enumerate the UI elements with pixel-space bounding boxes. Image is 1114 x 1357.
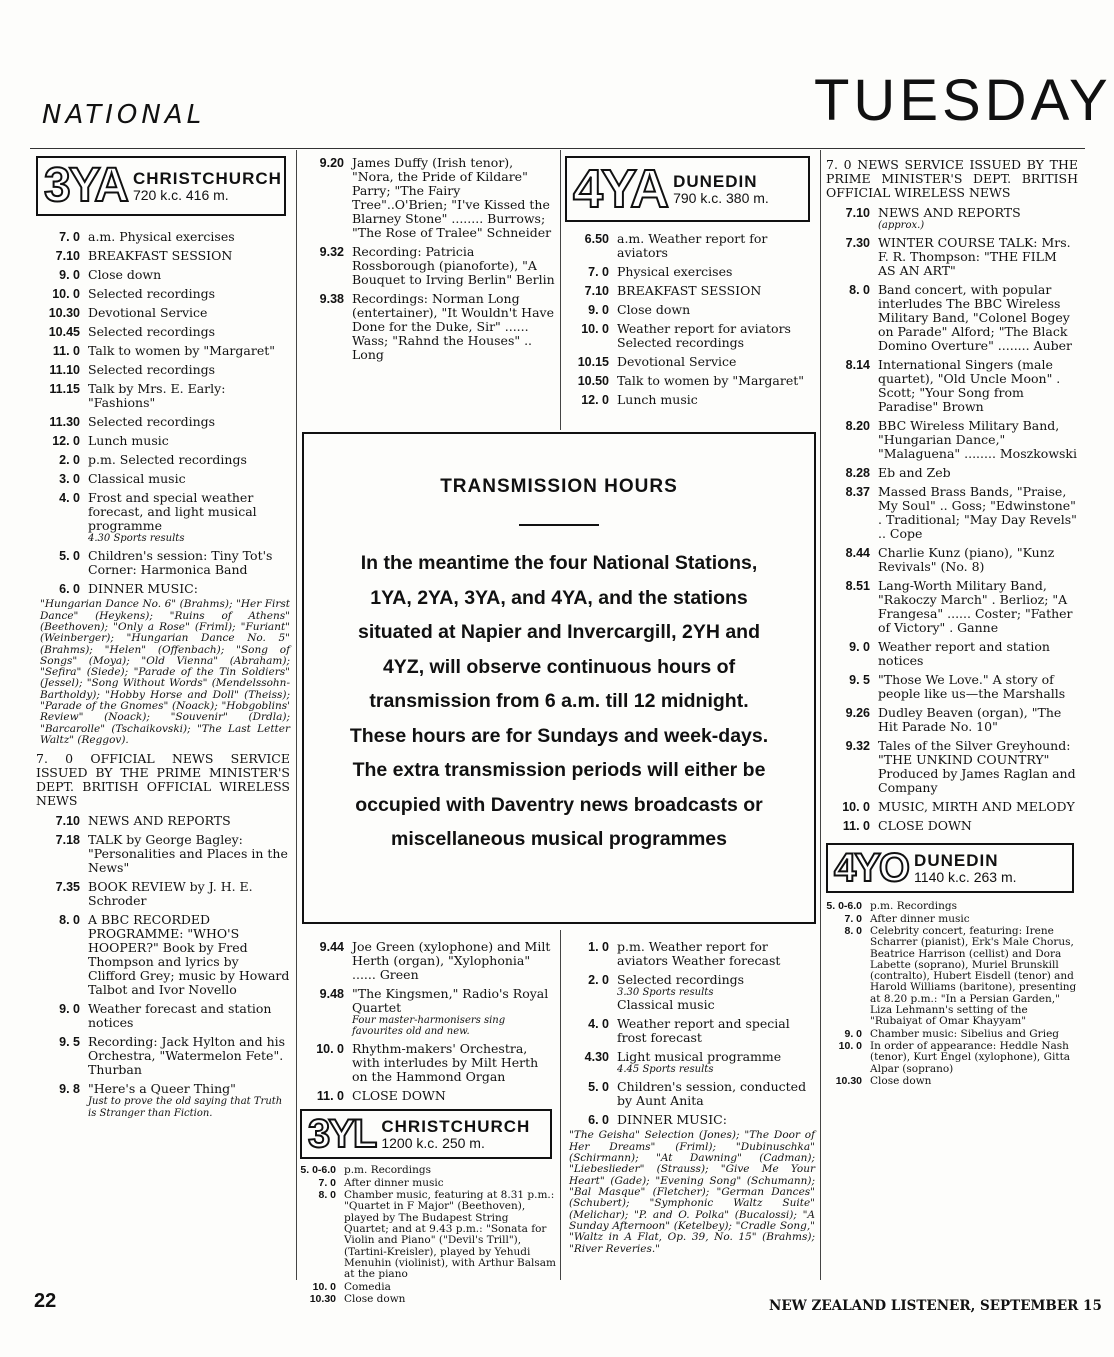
entry-note: 3.30 Sports results <box>617 987 714 998</box>
schedule-entry <box>300 156 556 240</box>
entry-time: 8.20 <box>845 419 870 434</box>
schedule-entry <box>36 1082 290 1118</box>
entry-text: Rhythm-makers' Orchestra, with interludes by Milt Herth on the Hammond Organ <box>352 1041 539 1085</box>
column-divider <box>560 930 561 1280</box>
column-divider <box>820 150 821 1280</box>
schedule-entry <box>826 819 1078 833</box>
entry-time: 9.26 <box>845 706 870 721</box>
entry-time: 9.44 <box>319 940 344 954</box>
schedule-entry <box>826 206 1078 231</box>
entry-text: Dudley Beaven (organ), "The Hit Parade No. 10" <box>878 705 1062 735</box>
entry-text: Physical exercises <box>617 264 733 279</box>
schedule-list <box>300 1165 556 1305</box>
entry-time: 10. 0 <box>838 1040 862 1053</box>
entry-text: BREAKFAST SESSION <box>617 283 762 298</box>
schedule-entry <box>565 232 815 260</box>
news-service: 7. 0 NEWS SERVICE ISSUED BY THE PRIME MINISTER'S DEPT. BRITISH OFFICIAL WIRELESS NEWS <box>826 157 1078 200</box>
schedule-entry <box>826 800 1078 814</box>
entry-text: Selected recordings <box>88 286 216 301</box>
column-3ya-cont <box>300 156 556 367</box>
entry-text: Chamber music, featuring at 8.31 p.m.: "Quartet in F Major" (Beethoven), played by The Budapest String Quartet; and at 9.43 p.m.: "Sonata for Violin and Piano" ("Devil's Trill"), (Tartini-Kreisler), played by Yehudi Menuhin (violinist), with Arthur Balsam at the piano <box>344 1189 556 1281</box>
entry-text: Children's session, conducted by Aunt Anita <box>617 1079 807 1109</box>
entry-text: Recordings: Norman Long (entertainer), "It Wouldn't Have Done for the Duke, Sir" ...... Wass; "Rahnd the Houses" .. Long <box>352 291 554 362</box>
schedule-entry <box>565 284 815 298</box>
entry-time: 8.28 <box>845 466 870 481</box>
schedule-list <box>565 940 815 1127</box>
schedule-entry <box>826 739 1078 795</box>
entry-time: 10.50 <box>577 374 609 388</box>
entry-text: Recording: Jack Hylton and his Orchestra, "Watermelon Fete". Thurban <box>88 1034 286 1078</box>
schedule-entry <box>826 706 1078 734</box>
entry-time: 11.15 <box>49 382 80 396</box>
entry-note: (approx.) <box>878 220 925 231</box>
column-divider <box>296 150 297 1280</box>
schedule-entry <box>36 268 290 282</box>
station-box-4ya <box>565 156 810 222</box>
station-city: CHRISTCHURCH <box>381 1117 531 1137</box>
entry-text: p.m. Selected recordings <box>88 452 247 467</box>
entry-time: 9. 5 <box>849 673 870 688</box>
entry-time: 7.10 <box>845 206 870 220</box>
entry-time: 11. 0 <box>52 344 80 358</box>
entry-time: 8.37 <box>845 485 870 500</box>
entry-time: 12. 0 <box>581 393 609 407</box>
header-rule <box>30 148 1085 149</box>
entry-time: 11.30 <box>49 415 80 429</box>
station-box-3yl <box>300 1109 552 1159</box>
entry-text: Recording: Patricia Rossborough (pianoforte), "A Bouquet to Irving Berlin" Berlin <box>352 244 555 287</box>
entry-time: 7.10 <box>55 249 80 263</box>
entry-time: 4. 0 <box>588 1017 609 1032</box>
schedule-entry <box>300 1294 556 1305</box>
entry-time: 10.30 <box>835 1075 862 1088</box>
entry-text: Selected recordings <box>88 414 216 429</box>
entry-note: 4.45 Sports results <box>617 1064 714 1076</box>
schedule-entry <box>300 940 556 982</box>
entry-time: 1. 0 <box>588 940 609 954</box>
station-frequency: 1140 k.c. 263 m. <box>914 868 1017 885</box>
day-title: TUESDAY <box>814 68 1112 133</box>
entry-time: 4.30 <box>584 1050 609 1065</box>
entry-text: Frost and special weather forecast, and light musical programme <box>88 490 257 533</box>
column-4ya-evening <box>826 158 1078 1088</box>
entry-note: Just to prove the old saying that Truth is Stranger than Fiction. <box>88 1096 283 1119</box>
entry-time: 11.10 <box>49 363 80 377</box>
entry-time: 7.18 <box>55 833 80 848</box>
entry-time: 9. 8 <box>59 1082 80 1097</box>
entry-time: 11. 0 <box>842 819 870 834</box>
entry-text: NEWS AND REPORTS <box>88 813 231 829</box>
schedule-entry <box>826 673 1078 701</box>
entry-text: Tales of the Silver Greyhound: "THE UNKIND COUNTRY" Produced by James Raglan and Company <box>878 738 1076 796</box>
notice-title: TRANSMISSION HOURS <box>440 476 678 497</box>
column-4ya <box>565 156 815 412</box>
schedule-entry <box>300 1190 556 1281</box>
entry-text: p.m. Recordings <box>870 900 957 913</box>
news-service: 7. 0 OFFICIAL NEWS SERVICE ISSUED BY THE PRIME MINISTER'S DEPT. BRITISH OFFICIAL WIRELESS NEWS <box>36 751 290 809</box>
column-4ya-cont <box>565 940 815 1255</box>
schedule-entry <box>826 485 1078 541</box>
schedule-entry <box>36 549 290 577</box>
page-number: 22 <box>34 1290 57 1312</box>
entry-text: Classical music <box>88 471 186 486</box>
schedule-entry <box>36 306 290 320</box>
schedule-entry <box>36 491 290 544</box>
station-box-4yo <box>826 843 1074 893</box>
station-logo: 3YA <box>44 159 127 212</box>
schedule-entry <box>300 245 556 287</box>
schedule-entry <box>36 833 290 875</box>
schedule-entry <box>36 363 290 377</box>
entry-time: 9. 0 <box>844 1027 862 1040</box>
schedule-list <box>36 814 290 1118</box>
entry-text: p.m. Weather report for aviators Weather forecast <box>617 939 781 968</box>
schedule-entry <box>826 1041 1078 1075</box>
station-city: DUNEDIN <box>673 171 758 191</box>
entry-text: Celebrity concert, featuring: Irene Scharrer (pianist), Erk's Male Chorus, Beatrice Harrison (cellist) and Dora Labette (soprano), Muriel Brunskill (contralto), Hubert Eisdell (tenor) and Harold Williams (baritone), presenting at 8.20 p.m.: "In a Persian Garden," Liza Lehmann's setting of the "Rubaiyat of Omar Khayyam" <box>870 924 1077 1028</box>
entry-text: Light musical programme <box>617 1049 782 1065</box>
entry-time: 9. 0 <box>588 303 609 317</box>
entry-time: 9. 0 <box>849 640 870 655</box>
schedule-entry <box>826 466 1078 480</box>
entry-text: International Singers (male quartet), "Old Uncle Moon" . Scott; "Your Song from Paradise" Brown <box>878 357 1061 415</box>
entry-text: A BBC RECORDED PROGRAMME: "WHO'S HOOPER?" Book by Fred Thompson and lyrics by Clifford Grey; music by Howard Talbot and Ivor Novello <box>88 912 290 998</box>
entry-time: 8.14 <box>845 358 870 373</box>
entry-text: Charlie Kunz (piano), "Kunz Revivals" (No. 8) <box>878 545 1055 575</box>
station-frequency: 790 k.c. 380 m. <box>673 189 769 206</box>
schedule-entry <box>565 1080 815 1108</box>
station-city: DUNEDIN <box>914 850 999 870</box>
schedule-entry <box>565 1050 815 1075</box>
entry-text: Massed Brass Bands, "Praise, My Soul" .. Goss; "Edwinstone" . Traditional; "May Day Revels" .. Cope <box>878 484 1077 542</box>
entry-text: "The Kingsmen," Radio's Royal Quartet <box>352 986 549 1015</box>
schedule-entry <box>36 415 290 429</box>
entry-text: Eb and Zeb <box>878 465 951 481</box>
entry-time: 6.50 <box>584 232 609 246</box>
schedule-entry <box>565 265 815 279</box>
entry-time: 9.32 <box>319 245 344 259</box>
entry-text: TALK by George Bagley: "Personalities and Places in the News" <box>88 832 288 876</box>
entry-text: Children's session: Tiny Tot's Corner: Harmonica Band <box>88 548 273 578</box>
schedule-list <box>300 940 556 1103</box>
schedule-entry <box>300 1282 556 1293</box>
entry-time: 9. 0 <box>59 1002 80 1017</box>
entry-text: Lunch music <box>88 433 169 448</box>
schedule-entry <box>36 230 290 244</box>
entry-text: Comedia <box>344 1280 391 1293</box>
entry-text: Lang-Worth Military Band, "Rakoczy March" . Berlioz; "A Frangesa" ...... Coster; "Father of Victory" . Ganne <box>878 578 1073 636</box>
schedule-list <box>565 232 815 407</box>
schedule-entry <box>36 1035 290 1077</box>
entry-time: 10.30 <box>48 306 80 320</box>
entry-text: After dinner music <box>344 1176 444 1189</box>
entry-text: In order of appearance: Heddle Nash (tenor), Kurt Engel (xylophone), Gitta Alpar (soprano) <box>870 1040 1071 1075</box>
entry-text: DINNER MUSIC: <box>88 581 198 597</box>
station-city: CHRISTCHURCH <box>132 168 282 188</box>
entry-text: After dinner music <box>870 912 970 925</box>
schedule-entry <box>565 322 815 350</box>
station-logo: 4YO <box>834 846 909 891</box>
entry-text: Band concert, with popular interludes The BBC Wireless Military Band, "Colonel Bogey on Parade" Alford; "The Black Domino Overture" ........ Auber <box>878 282 1073 354</box>
schedule-list <box>36 230 290 596</box>
entry-text: Weather forecast and station notices <box>88 1001 272 1031</box>
entry-text: p.m. Recordings <box>344 1164 431 1177</box>
station-logo: 3YL <box>308 1112 376 1157</box>
dinner-music-list: "The Geisha" Selection (Jones); "The Door of Her Dreams" (Friml); "Dubinuschka" (Schirmann); "At Dawning" (Cadman); "Liebeslieder" (Strauss); "Give Me Your Heart" (Gade); "Evening Song" (Schumann); "Bal Masque" (Fletcher); "German Dances" (Schubert); "Symphonic Waltz Suite" (Melichar); "P. and O. Polka" (Bucalossi); "A Sunday Afternoon" (Ketelbey); "Cradle Song," "Waltz in A Flat, Op. 39, No. 15" (Brahms); "River Reveries." <box>569 1129 815 1255</box>
entry-text: a.m. Physical exercises <box>88 229 235 244</box>
entry-text: BOOK REVIEW by J. H. E. Schroder <box>88 879 253 909</box>
schedule-entry <box>36 325 290 339</box>
entry-time: 5. 0-6.0 <box>300 1164 336 1177</box>
schedule-entry <box>300 1042 556 1084</box>
entry-time: 9.32 <box>845 739 870 754</box>
schedule-entry <box>36 1002 290 1030</box>
schedule-entry <box>826 901 1078 912</box>
schedule-entry <box>565 940 815 968</box>
entry-text: NEWS AND REPORTS <box>878 205 1021 220</box>
schedule-entry <box>36 582 290 596</box>
schedule-entry <box>36 344 290 358</box>
entry-time: 8. 0 <box>59 913 80 928</box>
schedule-entry <box>826 358 1078 414</box>
entry-text: CLOSE DOWN <box>352 1088 446 1104</box>
schedule-list <box>826 206 1078 833</box>
entry-time: 10.15 <box>577 355 609 369</box>
schedule-entry <box>300 292 556 362</box>
entry-time: 10. 0 <box>312 1280 336 1293</box>
schedule-entry <box>826 579 1078 635</box>
entry-text: Weather report and special frost forecast <box>617 1016 790 1046</box>
schedule-entry <box>826 914 1078 925</box>
notice-rule <box>519 524 599 526</box>
entry-text: MUSIC, MIRTH AND MELODY <box>878 799 1075 815</box>
entry-time: 12. 0 <box>52 434 80 448</box>
schedule-entry <box>565 355 815 369</box>
entry-time: 7. 0 <box>844 912 862 925</box>
entry-time: 9. 0 <box>59 268 80 282</box>
schedule-entry <box>300 1089 556 1103</box>
entry-time: 8. 0 <box>318 1189 336 1202</box>
entry-text: Joe Green (xylophone) and Milt Herth (organ), "Xylophonia" ...... Green <box>352 939 551 982</box>
entry-time: 8. 0 <box>844 924 862 937</box>
notice-body: In the meantime the four National Stations, 1YA, 2YA, 3YA, and 4YA, and the stations situated at Napier and Invercargill, 2YH and 4YZ, will observe continuous hours of transmission from 6 a.m. till 12 midnight. These hours are for Sundays and week-days. The extra transmission periods will either be occupied with Daventry news broadcasts or miscellaneous musical programmes <box>349 552 769 850</box>
schedule-entry <box>36 249 290 263</box>
station-frequency: 720 k.c. 416 m. <box>132 186 229 203</box>
entry-text: Devotional Service <box>88 305 208 320</box>
column-3ya <box>36 156 290 1124</box>
entry-text: James Duffy (Irish tenor), "Nora, the Pride of Kildare" Parry; "The Fairy Tree"..O'Brien; "I've Kissed the Blarney Stone" ........ Burrows; "The Rose of Tralee" Schneider <box>352 155 552 240</box>
entry-text: BREAKFAST SESSION <box>88 248 233 263</box>
entry-text: CLOSE DOWN <box>878 818 972 834</box>
schedule-entry <box>826 1029 1078 1040</box>
schedule-entry <box>565 1113 815 1127</box>
entry-time: 10. 0 <box>842 800 870 815</box>
entry-time: 7. 0 <box>318 1176 336 1189</box>
schedule-entry <box>36 434 290 448</box>
schedule-entry <box>565 973 815 1012</box>
entry-text: Lunch music <box>617 392 698 407</box>
schedule-entry <box>36 287 290 301</box>
entry-text: Selected recordings <box>88 324 216 339</box>
entry-time: 7.10 <box>55 814 80 829</box>
schedule-list <box>300 156 556 362</box>
schedule-entry <box>826 1076 1078 1087</box>
entry-text: Selected recordings <box>617 972 745 987</box>
entry-time: 6. 0 <box>588 1113 609 1128</box>
entry-time: 8.44 <box>845 546 870 561</box>
schedule-entry <box>36 472 290 486</box>
entry-text: Talk by Mrs. E. Early: "Fashions" <box>88 381 226 410</box>
entry-time: 11. 0 <box>316 1089 344 1104</box>
entry-time: 5. 0-6.0 <box>826 900 862 913</box>
column-3yl <box>300 940 556 1306</box>
schedule-entry <box>36 814 290 828</box>
column-divider <box>560 150 561 430</box>
transmission-hours-notice <box>302 432 816 924</box>
station-frequency: 1200 k.c. 250 m. <box>381 1135 485 1152</box>
entry-time: 10. 0 <box>581 322 609 336</box>
entry-time: 10. 0 <box>316 1042 344 1057</box>
entry-note: 4.30 Sports results <box>88 533 185 544</box>
entry-time: 9.38 <box>319 292 344 306</box>
schedule-entry <box>36 913 290 997</box>
schedule-entry <box>36 880 290 908</box>
entry-time: 7.10 <box>584 284 609 298</box>
station-box-3ya <box>36 156 286 216</box>
schedule-entry <box>565 303 815 317</box>
entry-text: a.m. Weather report for aviators <box>617 231 768 260</box>
schedule-list <box>826 901 1078 1087</box>
schedule-entry <box>826 236 1078 278</box>
entry-time: 10.45 <box>48 325 80 339</box>
entry-time: 8.51 <box>845 579 870 594</box>
entry-time: 5. 0 <box>588 1080 609 1095</box>
entry-time: 9.20 <box>319 156 344 170</box>
entry-text: Talk to women by "Margaret" <box>617 373 804 388</box>
entry-text: "Here's a Queer Thing" <box>88 1081 236 1097</box>
entry-text: BBC Wireless Military Band, "Hungarian Dance," "Malaguena" ........ Moszkowski <box>878 418 1077 462</box>
dinner-music-list: "Hungarian Dance No. 6" (Brahms); "Her First Dance" (Heykens); "Ruins of Athens" (Beethoven); "Only a Rose" (Friml); "Furiant" (Weinberger); "Hungarian Dance No. 5" (Brahms); "Helen" (Offenbach); "Song of Songs" (Moya); "Old Vienna" (Abraham); "Sefira" (Siede); "Parade of the Tin Soldiers" (Jessel); "Song Without Words" (Mendelssohn-Bartholdy); "Hobby Horse and Doll" (Theiss); "Parade of the Gnomes" (Noack); "Hobgoblins' Review" (Noack); "Souvenir" (Drdla); "Barcarolle" (Tschaikovski); "The Last Letter Waltz" (Reggov). <box>40 598 290 747</box>
schedule-entry <box>565 393 815 407</box>
publication-footer: NEW ZEALAND LISTENER, SEPTEMBER 15 <box>769 1298 1102 1314</box>
entry-text: Devotional Service <box>617 354 737 369</box>
entry-time: 2. 0 <box>59 453 80 467</box>
entry-time: 6. 0 <box>59 582 80 597</box>
entry-text: WINTER COURSE TALK: Mrs. F. R. Thompson: "THE FILM AS AN ART" <box>878 235 1071 279</box>
schedule-entry <box>565 1017 815 1045</box>
entry-text: Weather report and station notices <box>878 639 1050 669</box>
entry-text: DINNER MUSIC: <box>617 1112 727 1128</box>
entry-text: Close down <box>617 302 691 317</box>
schedule-entry <box>826 926 1078 1028</box>
schedule-entry <box>300 1178 556 1189</box>
entry-text: Talk to women by "Margaret" <box>88 343 275 358</box>
entry-text: Close down <box>344 1292 406 1305</box>
entry-time: 7.30 <box>845 236 870 251</box>
entry-text: Close down <box>870 1075 932 1088</box>
entry-text: Chamber music: Sibelius and Grieg <box>870 1027 1059 1040</box>
schedule-entry <box>300 987 556 1037</box>
entry-text: Close down <box>88 267 162 282</box>
entry-time: 9. 5 <box>59 1035 80 1050</box>
entry-time: 10. 0 <box>52 287 80 301</box>
schedule-entry <box>565 374 815 388</box>
entry-note: Four master-harmonisers sing favourites old and new. <box>352 1015 506 1038</box>
entry-time: 2. 0 <box>588 973 609 987</box>
entry-time: 5. 0 <box>59 549 80 564</box>
entry-time: 8. 0 <box>849 283 870 298</box>
schedule-entry <box>826 283 1078 353</box>
schedule-entry <box>826 640 1078 668</box>
entry-time: 7.35 <box>55 880 80 895</box>
section-label: NATIONAL <box>42 100 206 130</box>
entry-time: 10.30 <box>309 1292 336 1305</box>
schedule-entry <box>36 453 290 467</box>
entry-text: Weather report for aviators Selected recordings <box>617 321 791 350</box>
entry-text: Selected recordings <box>88 362 216 377</box>
entry-text-after: Classical music <box>617 997 715 1013</box>
entry-time: 4. 0 <box>59 491 80 505</box>
entry-time: 9.48 <box>319 987 344 1001</box>
schedule-entry <box>826 419 1078 461</box>
entry-time: 7. 0 <box>588 265 609 279</box>
entry-time: 3. 0 <box>59 472 80 486</box>
station-logo: 4YA <box>573 159 668 219</box>
entry-text: "Those We Love." A story of people like us—the Marshalls <box>878 672 1066 702</box>
schedule-entry <box>300 1165 556 1176</box>
entry-time: 7. 0 <box>59 230 80 244</box>
schedule-entry <box>826 546 1078 574</box>
schedule-entry <box>36 382 290 410</box>
